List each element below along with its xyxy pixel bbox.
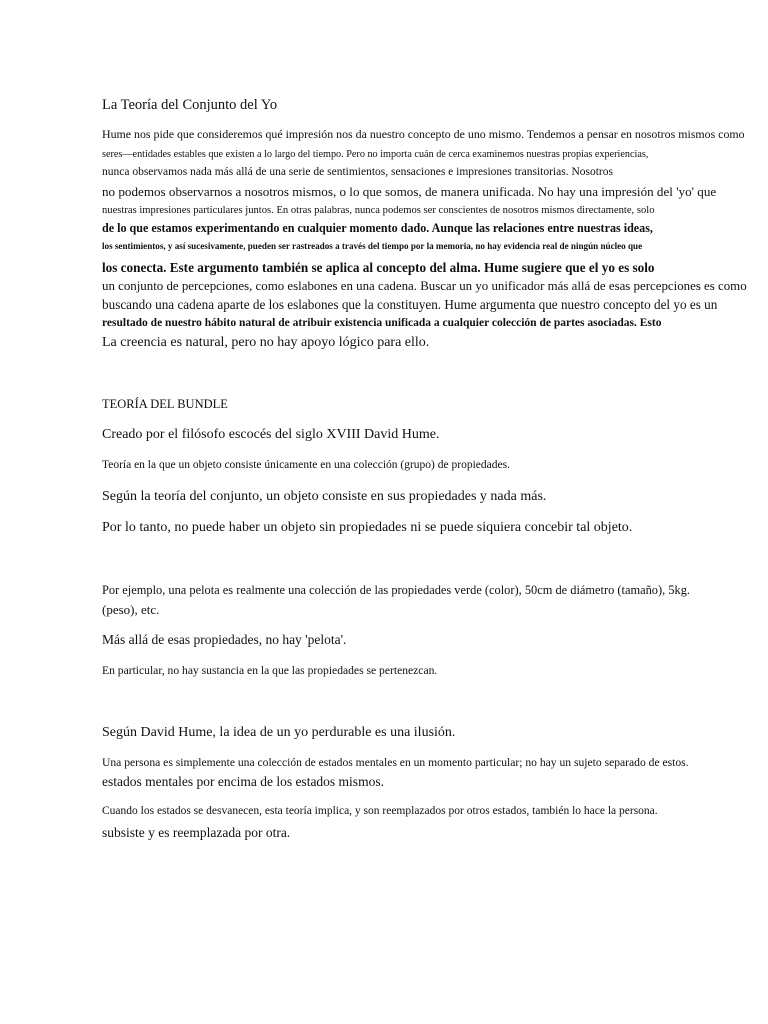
paragraph-line: buscando una cadena aparte de los eslabones que la constituyen. Hume argumenta que nuestro concepto del yo es un [102,297,718,312]
paragraph-line: los sentimientos, y así sucesivamente, pueden ser rastreados a través del tiempo por la memoria, no hay evidencia real de ningún núcleo que [102,241,643,251]
paragraph-line: Más allá de esas propiedades, no hay 'pelota'. [102,632,347,647]
paragraph-line: (peso), etc. [102,602,160,617]
paragraph-line: nuestras impresiones particulares juntos. En otras palabras, nunca podemos ser conscientes de nosotros mismos directamente, solo [102,205,655,216]
paragraph-line: resultado de nuestro hábito natural de atribuir existencia unificada a cualquier colección de partes asociadas. Esto [102,317,662,329]
paragraph-line: Por ejemplo, una pelota es realmente una colección de las propiedades verde (color), 50cm de diámetro (tamaño), 5kg. [102,583,690,597]
paragraph-line: un conjunto de percepciones, como eslabones en una cadena. Buscar un yo unificador más allá de esas percepciones es como [102,279,747,293]
paragraph-line: Según la teoría del conjunto, un objeto consiste en sus propiedades y nada más. [102,489,547,504]
paragraph-line: de lo que estamos experimentando en cualquier momento dado. Aunque las relaciones entre nuestras ideas, [102,221,653,235]
paragraph-line: Hume nos pide que consideremos qué impresión nos da nuestro concepto de uno mismo. Tendemos a pensar en nosotros mismos como [102,127,745,141]
paragraph-line: Creado por el filósofo escocés del siglo XVIII David Hume. [102,427,440,442]
paragraph-line: Una persona es simplemente una colección de estados mentales en un momento particular; no hay un sujeto separado de estos. [102,756,689,769]
paragraph-line: Cuando los estados se desvanecen, esta teoría implica, y son reemplazados por otros estados, también lo hace la persona. [102,805,658,817]
section-title: La Teoría del Conjunto del Yo [102,97,278,113]
paragraph-line: subsiste y es reemplazada por otra. [102,825,291,840]
section-heading: TEORÍA DEL BUNDLE [102,397,228,411]
paragraph-line: Teoría en la que un objeto consiste únicamente en una colección (grupo) de propiedades. [102,459,510,471]
paragraph-line: estados mentales por encima de los estados mismos. [102,774,384,789]
paragraph-line: En particular, no hay sustancia en la que las propiedades se pertenezcan. [102,664,438,677]
paragraph-line: La creencia es natural, pero no hay apoyo lógico para ello. [102,335,430,350]
paragraph-line: nunca observamos nada más allá de una serie de sentimientos, sensaciones e impresiones transitorias. Nosotros [102,166,613,178]
paragraph-line: seres—entidades estables que existen a lo largo del tiempo. Pero no importa cuán de cerca examinemos nuestras propias experiencias, [102,149,649,160]
paragraph-line: Según David Hume, la idea de un yo perdurable es una ilusión. [102,725,456,740]
paragraph-line: Por lo tanto, no puede haber un objeto sin propiedades ni se puede siquiera concebir tal objeto. [102,520,633,535]
paragraph-line: los conecta. Este argumento también se aplica al concepto del alma. Hume sugiere que el yo es solo [102,260,655,275]
paragraph-line: no podemos observarnos a nosotros mismos, o lo que somos, de manera unificada. No hay una impresión del 'yo' que [102,184,717,199]
